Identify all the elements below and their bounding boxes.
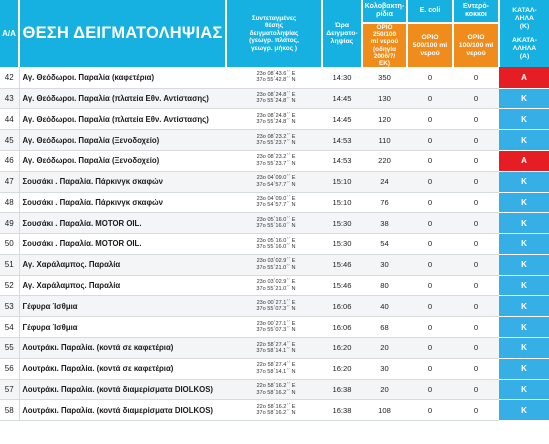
enterococci-value: 0 <box>453 296 499 317</box>
quality-badge: K <box>499 88 549 109</box>
latitude-text: 23o 08΄43.6΄΄ E <box>256 70 296 77</box>
row-number: 48 <box>0 192 19 213</box>
location-name: Λουτράκι. Παραλία. (κοντά σε καφετέρια) <box>19 338 226 359</box>
coordinates <box>226 150 322 171</box>
sample-time: 14:53 <box>322 130 362 151</box>
enterococci-value: 0 <box>453 88 499 109</box>
coliform-value: 20 <box>362 379 407 400</box>
coliform-value: 54 <box>362 234 407 255</box>
sample-time: 15:46 <box>322 275 362 296</box>
header-row <box>0 0 549 23</box>
coliform-value: 110 <box>362 130 407 151</box>
enterococci-value: 0 <box>453 171 499 192</box>
enterococci-value: 0 <box>453 338 499 359</box>
sample-time: 14:53 <box>322 150 362 171</box>
row-number: 50 <box>0 234 19 255</box>
row-number: 44 <box>0 109 19 130</box>
header-ecoli-limit: ΟΡΙΟ 500/100 ml νερού <box>407 23 453 67</box>
sample-time: 14:30 <box>322 67 362 88</box>
location-name: Αγ. Θεόδωροι. Παραλία (πλατεία Εθν. Αντίστασης) <box>19 88 226 109</box>
table-row <box>0 338 549 359</box>
coliform-value: 24 <box>362 171 407 192</box>
enterococci-value: 0 <box>453 317 499 338</box>
latitude-text: 22o 58΄16.2΄΄ E <box>256 403 296 410</box>
quality-badge: K <box>499 234 549 255</box>
ecoli-value: 0 <box>407 275 453 296</box>
table-row <box>0 109 549 130</box>
table-row <box>0 88 549 109</box>
header-entero-limit: ΟΡΙΟ 100/100 ml νερού <box>453 23 499 67</box>
ecoli-value: 0 <box>407 67 453 88</box>
coordinates <box>226 130 322 151</box>
quality-badge: K <box>499 213 549 234</box>
coordinates <box>226 213 322 234</box>
location-name: Γέφυρα Ίσθμια <box>19 317 226 338</box>
coliform-value: 76 <box>362 192 407 213</box>
coliform-value: 220 <box>362 150 407 171</box>
sample-time: 16:38 <box>322 379 362 400</box>
sample-time: 14:45 <box>322 88 362 109</box>
coordinates <box>226 192 322 213</box>
enterococci-value: 0 <box>453 130 499 151</box>
coliform-value: 350 <box>362 67 407 88</box>
sample-time: 16:06 <box>322 296 362 317</box>
quality-badge: K <box>499 338 549 359</box>
latitude-text: 22o 58΄27.4΄΄ E <box>256 341 296 348</box>
coliform-value: 40 <box>362 296 407 317</box>
row-number: 46 <box>0 150 19 171</box>
coordinates <box>226 317 322 338</box>
row-number: 58 <box>0 400 19 421</box>
table-row <box>0 275 549 296</box>
sample-time: 16:38 <box>322 400 362 421</box>
longitude-text: 37o 55΄21.0΄΄ N <box>256 285 296 292</box>
quality-badge: K <box>499 254 549 275</box>
ecoli-value: 0 <box>407 213 453 234</box>
coordinates <box>226 379 322 400</box>
location-name: Αγ. Θεόδωροι. Παραλία (καφετέρια) <box>19 67 226 88</box>
header-aa: Α/Α <box>0 0 19 67</box>
quality-badge: K <box>499 379 549 400</box>
enterococci-value: 0 <box>453 358 499 379</box>
latitude-text: 23o 08΄23.2΄΄ E <box>256 133 296 140</box>
latitude-text: 22o 58΄16.2΄΄ E <box>256 383 296 390</box>
table-row <box>0 213 549 234</box>
table-body <box>0 67 549 421</box>
table-row <box>0 171 549 192</box>
longitude-text: 37o 55΄23.7΄΄ N <box>256 160 296 167</box>
location-name: Λουτράκι. Παραλία. (κοντά διαμερίσματα DIOLKOS) <box>19 400 226 421</box>
table-row <box>0 358 549 379</box>
table-row <box>0 192 549 213</box>
table-row <box>0 379 549 400</box>
ecoli-value: 0 <box>407 254 453 275</box>
coordinates <box>226 234 322 255</box>
latitude-text: 23o 08΄23.2΄΄ E <box>256 154 296 161</box>
coliform-value: 30 <box>362 358 407 379</box>
row-number: 49 <box>0 213 19 234</box>
quality-badge: K <box>499 317 549 338</box>
row-number: 43 <box>0 88 19 109</box>
sample-time: 15:10 <box>322 171 362 192</box>
header-coli-limit: ΟΡΙΟ 250/100 ml νερού (οδηγία 2006/7/ ΕΚ) <box>362 23 407 67</box>
ecoli-value: 0 <box>407 234 453 255</box>
coordinates <box>226 358 322 379</box>
longitude-text: 37o 58΄14.1΄΄ N <box>256 368 296 375</box>
row-number: 51 <box>0 254 19 275</box>
latitude-text: 23o 05΄16.0΄΄ E <box>256 237 296 244</box>
location-name: Σουσάκι . Παραλία. Πάρκινγκ σκαφών <box>19 192 226 213</box>
latitude-text: 22o 58΄27.4΄΄ E <box>256 362 296 369</box>
longitude-text: 37o 55΄24.8΄΄ N <box>256 119 296 126</box>
header-ecoli: E. coli <box>407 0 453 23</box>
ecoli-value: 0 <box>407 109 453 130</box>
coordinates <box>226 296 322 317</box>
latitude-text: 23o 08΄24.8΄΄ E <box>256 112 296 119</box>
ecoli-value: 0 <box>407 171 453 192</box>
row-number: 52 <box>0 275 19 296</box>
header-coords: Συντεταγμένες θέσης δειγματοληψίας (γεωγρ. πλάτος, γεωγρ. μήκος ) <box>226 0 322 67</box>
table-row <box>0 67 549 88</box>
table-row <box>0 130 549 151</box>
quality-badge: K <box>499 358 549 379</box>
coordinates <box>226 171 322 192</box>
enterococci-value: 0 <box>453 213 499 234</box>
longitude-text: 37o 55΄42.8΄΄ N <box>256 77 296 84</box>
header-entero: Εντερό- κοκκοι <box>453 0 499 23</box>
longitude-text: 37o 55΄23.7΄΄ N <box>256 140 296 146</box>
longitude-text: 37o 55΄21.0΄΄ N <box>256 264 296 271</box>
sample-time: 14:45 <box>322 109 362 130</box>
header-coli: Κολοβακτη- ρίδια <box>362 0 407 23</box>
longitude-text: 37o 55΄16.0΄΄ N <box>256 243 296 250</box>
latitude-text: 23o 03΄02.9΄΄ E <box>256 258 296 265</box>
sample-time: 15:30 <box>322 213 362 234</box>
location-name: Αγ. Θεόδωροι. Παραλία (πλατεία Εθν. Αντίστασης) <box>19 109 226 130</box>
coliform-value: 30 <box>362 254 407 275</box>
coordinates <box>226 254 322 275</box>
coliform-value: 80 <box>362 275 407 296</box>
sample-time: 16:06 <box>322 317 362 338</box>
table-row <box>0 254 549 275</box>
table-row <box>0 150 549 171</box>
enterococci-value: 0 <box>453 400 499 421</box>
sample-time: 15:30 <box>322 234 362 255</box>
coordinates <box>226 400 322 421</box>
row-number: 45 <box>0 130 19 151</box>
quality-badge: K <box>499 171 549 192</box>
quality-badge: K <box>499 192 549 213</box>
table-row <box>0 317 549 338</box>
ecoli-value: 0 <box>407 338 453 359</box>
location-name: Λουτράκι. Παραλία. (κοντά σε καφετέρια) <box>19 358 226 379</box>
header-time: Ώρα Δειγματο- ληψίας <box>322 0 362 67</box>
enterococci-value: 0 <box>453 275 499 296</box>
quality-badge: K <box>499 296 549 317</box>
header-title: ΘΕΣΗ ΔΕΙΓΜΑΤΟΛΗΨΙΑΣ <box>19 0 226 67</box>
coliform-value: 20 <box>362 338 407 359</box>
enterococci-value: 0 <box>453 234 499 255</box>
row-number: 53 <box>0 296 19 317</box>
longitude-text: 37o 54΄57.7΄΄ N <box>256 202 296 209</box>
row-number: 54 <box>0 317 19 338</box>
location-name: Αγ. Θεόδωροι. Παραλία (Ξενοδοχείο) <box>19 130 226 151</box>
latitude-text: 23o 00΄27.1΄΄ E <box>256 299 296 306</box>
longitude-text: 37o 55΄07.3΄΄ N <box>256 327 296 334</box>
location-name: Γέφυρα Ίσθμια <box>19 296 226 317</box>
sample-time: 16:20 <box>322 358 362 379</box>
enterococci-value: 0 <box>453 109 499 130</box>
latitude-text: 23o 08΄24.8΄΄ E <box>256 92 296 98</box>
coliform-value: 108 <box>362 400 407 421</box>
row-number: 56 <box>0 358 19 379</box>
ecoli-value: 0 <box>407 130 453 151</box>
longitude-text: 37o 58΄16.2΄΄ N <box>256 389 296 396</box>
ecoli-value: 0 <box>407 400 453 421</box>
row-number: 55 <box>0 338 19 359</box>
location-name: Αγ. Χαράλαμπος. Παραλία <box>19 275 226 296</box>
ecoli-value: 0 <box>407 150 453 171</box>
sample-time: 15:46 <box>322 254 362 275</box>
location-name: Σουσάκι . Παραλία. MOTOR OIL. <box>19 234 226 255</box>
longitude-text: 37o 58΄16.2΄΄ N <box>256 410 296 417</box>
ecoli-value: 0 <box>407 358 453 379</box>
quality-badge: A <box>499 150 549 171</box>
enterococci-value: 0 <box>453 254 499 275</box>
ecoli-value: 0 <box>407 317 453 338</box>
coordinates <box>226 109 322 130</box>
ecoli-value: 0 <box>407 88 453 109</box>
latitude-text: 23o 04΄09.0΄΄ E <box>256 195 296 202</box>
quality-badge: K <box>499 109 549 130</box>
header-quality: ΚΑΤΑΛ- ΛΗΛΑ (Κ) ΑΚΑΤΑ- ΛΛΗΛΑ (Α) <box>499 0 549 67</box>
table-row <box>0 400 549 421</box>
latitude-text: 23o 03΄02.9΄΄ E <box>256 279 296 286</box>
quality-badge: K <box>499 400 549 421</box>
coliform-value: 120 <box>362 109 407 130</box>
table-row <box>0 296 549 317</box>
sample-time: 16:20 <box>322 338 362 359</box>
quality-badge: A <box>499 67 549 88</box>
row-number: 47 <box>0 171 19 192</box>
coordinates <box>226 67 322 88</box>
latitude-text: 23o 05΄16.0΄΄ E <box>256 216 296 223</box>
coordinates <box>226 338 322 359</box>
ecoli-value: 0 <box>407 296 453 317</box>
location-name: Λουτράκι. Παραλία. (κοντά διαμερίσματα DIOLKOS) <box>19 379 226 400</box>
sample-time: 15:10 <box>322 192 362 213</box>
enterococci-value: 0 <box>453 67 499 88</box>
location-name: Σουσάκι . Παραλία. MOTOR OIL. <box>19 213 226 234</box>
latitude-text: 23o 04΄09.0΄΄ E <box>256 175 296 182</box>
row-number: 42 <box>0 67 19 88</box>
longitude-text: 37o 54΄57.7΄΄ N <box>256 181 296 188</box>
coliform-value: 68 <box>362 317 407 338</box>
longitude-text: 37o 58΄14.1΄΄ N <box>256 347 296 354</box>
longitude-text: 37o 55΄07.3΄΄ N <box>256 306 296 313</box>
longitude-text: 37o 55΄16.0΄΄ N <box>256 223 296 230</box>
enterococci-value: 0 <box>453 150 499 171</box>
latitude-text: 23o 00΄27.1΄΄ E <box>256 320 296 327</box>
ecoli-value: 0 <box>407 379 453 400</box>
coordinates <box>226 88 322 109</box>
table-row <box>0 234 549 255</box>
coliform-value: 130 <box>362 88 407 109</box>
quality-badge: K <box>499 130 549 151</box>
location-name: Σουσάκι . Παραλία. Πάρκινγκ σκαφών <box>19 171 226 192</box>
quality-badge: K <box>499 275 549 296</box>
enterococci-value: 0 <box>453 379 499 400</box>
enterococci-value: 0 <box>453 192 499 213</box>
coordinates <box>226 275 322 296</box>
location-name: Αγ. Θεόδωροι. Παραλία (Ξενοδοχείο) <box>19 150 226 171</box>
longitude-text: 37o 55΄24.8΄΄ N <box>256 98 296 105</box>
row-number: 57 <box>0 379 19 400</box>
coliform-value: 38 <box>362 213 407 234</box>
ecoli-value: 0 <box>407 192 453 213</box>
location-name: Αγ. Χαράλαμπος. Παραλία <box>19 254 226 275</box>
